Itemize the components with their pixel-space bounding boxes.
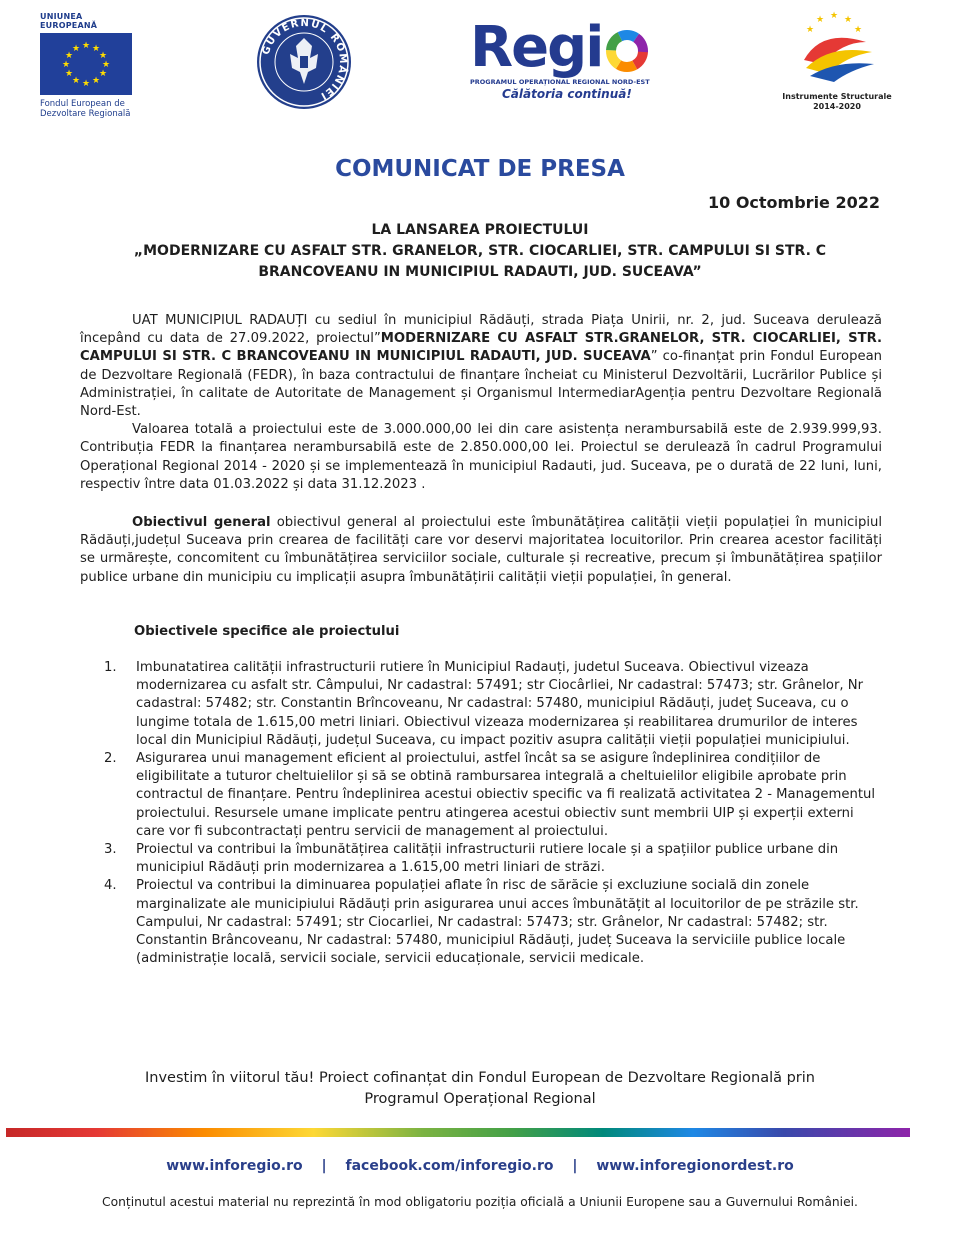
specific-objectives-list	[104, 659, 882, 968]
project-heading	[90, 220, 870, 283]
list-item	[104, 841, 882, 877]
link-separator: |	[321, 1158, 327, 1174]
svg-text:★: ★	[101, 60, 111, 70]
intro-text-a: UAT MUNICIPIUL RADAUȚI cu sediul în municipiul Rădăuți, strada Piața Unirii, nr. 2, jud. Suceava derulează începând cu data de 27.09.2022, proiectul”	[80, 313, 882, 347]
link-separator: |	[572, 1158, 578, 1174]
list-item	[104, 750, 882, 841]
is-caption-line-2: 2014-2020	[813, 102, 861, 111]
is-caption-line-1: Instrumente Structurale	[782, 92, 892, 101]
svg-text:★: ★	[61, 60, 71, 70]
footer-links	[0, 1158, 960, 1174]
eu-logo	[40, 12, 140, 119]
instrumente-structurale-logo	[782, 8, 892, 118]
government-seal	[256, 14, 352, 110]
eu-caption-line-1: Fondul European de	[40, 99, 125, 109]
inforegionordest-link[interactable]: www.inforegionordest.ro	[596, 1158, 794, 1174]
svg-text:★: ★	[81, 79, 91, 89]
svg-text:★: ★	[98, 69, 108, 79]
general-objective-text: obiectivul general al proiectului este îmbunătățirea calității vieții populației în municipiul Rădăuți,județul Suceava prin crearea de facilități care vor deservi majoritatea locuitorilor. Prin crearea acestor facilități se urmărește, concomitent cu îmbunătățirea serviciilor sociale, culturale și recreative, precum și îmbunătățirea spațiilor publice urbane din municipiu cu implicații asupra îmbunătățirii calității vieții populației, în general.	[80, 515, 883, 585]
intro-text-c: ” co-finanțat prin Fondul European de Dezvoltare Regională (FEDR), în baza contractului de finanțare încheiat cu Ministerul Dezvoltării, Lucrărilor Publice și Administrației, în calitate de Autoritate de Management și Organismul IntermediarAgenția pentru Dezvoltare Regională Nord-Est.	[80, 349, 883, 420]
list-item-text: Proiectul va contribui la diminuarea populației aflate în risc de sărăcie și excluziune socială din zonele marginalizate ale municipiului Rădăuți prin asigurarea unui acces îmbunătățit al locuitorilor de pe străzile str. Campului, Nr cadastral: 57491; str Ciocarliei, Nr cadastral: 57473; str. Grânelor, Nr cadastral: 57482; str. Constantin Brâncoveanu, Nr cadastral: 57480, municipiul Rădăuți, județ Suceava la serviciile publice locale (administrație locală, servicii sociale, servicii educaționale, servicii medicale.	[136, 878, 859, 967]
svg-text:★: ★	[815, 15, 825, 25]
list-item-number: 2.	[104, 751, 117, 767]
list-item	[104, 877, 882, 968]
svg-text:★: ★	[91, 44, 101, 54]
inforegio-link[interactable]: www.inforegio.ro	[166, 1158, 303, 1174]
svg-text:★: ★	[71, 76, 81, 86]
list-item-text: Proiectul va contribui la îmbunătățirea calității infrastructurii rutiere locale și a spațiilor publice urbane din municipiul Rădăuți prin modernizarea a 1.615,00 metri liniari de străzi.	[136, 842, 839, 876]
svg-text:★: ★	[71, 44, 81, 54]
facebook-link[interactable]: facebook.com/inforegio.ro	[345, 1158, 554, 1174]
intro-project-name: MODERNIZARE CU ASFALT STR.GRANELOR, STR. CIOCARLIEI, STR. CAMPULUI SI STR. C BRANCOVEANU IN MUNICIPIUL RADAUTI, JUD. SUCEAVA	[80, 331, 882, 365]
regio-program-name: PROGRAMUL OPERAȚIONAL REGIONAL NORD-EST	[470, 78, 650, 86]
svg-text:★: ★	[64, 69, 74, 79]
list-item-number: 1.	[104, 660, 117, 675]
svg-text:★: ★	[853, 25, 863, 35]
list-item-number: 3.	[104, 842, 117, 858]
svg-text:★: ★	[829, 11, 839, 21]
svg-text:★: ★	[805, 25, 815, 35]
specific-objectives-heading: Obiectivele specifice ale proiectului	[134, 624, 400, 639]
svg-text:★: ★	[843, 15, 853, 25]
logo-bar	[0, 0, 960, 125]
regio-wordmark: Regi	[470, 15, 603, 80]
general-objective-label: Obiectivul general	[132, 515, 271, 530]
list-item	[104, 659, 882, 750]
list-item-text: Imbunatatirea calității infrastructurii rutiere în Municipiul Radauți, judetul Suceava. Obiectivul vizeaza modernizarea cu asfalt str. Câmpului, Nr cadastral: 57491; str Ciocârliei, Nr cadastral: 57473; str. Grânelor, Nr cadastral: 57482; str. Constantin Brîncoveanu, Nr cadastral: 57480, municipiul Rădăuți, județ Suceava, cu o lungime totala de 1.615,00 metri liniari. Obiectivul vizeaza modernizarea și reabilitarea drumurilor de interes local din Municipiul Rădăuți, județul Suceava, cu impact pozitiv asupra calității vieții populației municipiului.	[136, 660, 864, 748]
list-item-text: Asigurarea unui management eficient al proiectului, astfel încât sa se asigure îndeplinirea condițiilor de eligibilitate a tuturor cheltuielilor și să se obtină rambursarea integrală a cheltuielilor eligibile aprobate prin contractul de finanțare. Pentru îndeplinirea acestui obiectiv specific va fi realizată activitatea 2 - Managementul proiectului. Resursele umane implicate pentru atingerea acestui obiectiv sunt membrii UIP și experții externi care vor fi subcontractați pentru servicii de management al proiectului.	[136, 751, 876, 839]
document-title: COMUNICAT DE PRESA	[335, 156, 625, 182]
budget-paragraph: Valoarea totală a proiectului este de 3.000.000,00 lei din care asistența nerambursabilă este de 2.939.999,93. Contribuția FEDR la finanțarea nerambursabilă este de 2.850.000,00 lei. Proiectul se derulează în cadrul Programului Operațional Regional 2014 - 2020 și se implementează în municipiul Radauti, jud. Suceava, pe o durată de 22 luni, luni, respectiv între data 01.03.2022 și data 31.12.2023 .	[80, 422, 882, 492]
footer-slogan-line-1: Investim în viitorul tău! Proiect cofinanțat din Fondul European de Dezvoltare Regională prin	[144, 1070, 815, 1086]
eu-logo-caption	[40, 99, 140, 119]
svg-text:GUVERNUL ROMÂNIEI: GUVERNUL ROMÂNIEI	[260, 17, 349, 102]
svg-text:★: ★	[98, 51, 108, 61]
eu-flag-icon	[40, 33, 132, 95]
disclaimer: Conținutul acestui material nu reprezintă în mod obligatoriu poziția oficială a Uniunii Europene sau a Guvernului României.	[102, 1195, 858, 1209]
svg-text:★: ★	[81, 41, 91, 51]
heading-line-1: LA LANSAREA PROIECTULUI	[371, 222, 589, 238]
eu-logo-title: UNIUNEA EUROPEANĂ	[40, 12, 98, 30]
regio-tagline: Călătoria continuă!	[502, 87, 632, 101]
heading-line-3: BRANCOVEANU IN MUNICIPIUL RADAUTI, JUD. SUCEAVA”	[258, 264, 702, 280]
heading-line-2: „MODERNIZARE CU ASFALT STR. GRANELOR, STR. CIOCARLIEI, STR. CAMPULUI SI STR. C	[133, 243, 827, 259]
eu-caption-line-2: Dezvoltare Regională	[40, 109, 131, 119]
footer-slogan	[80, 1068, 880, 1110]
svg-text:★: ★	[91, 76, 101, 86]
svg-text:★: ★	[64, 51, 74, 61]
instrumente-structurale-icon	[782, 8, 892, 90]
general-objective-paragraph	[80, 514, 882, 587]
list-item-number: 4.	[104, 878, 117, 894]
regio-ring-icon	[604, 28, 650, 74]
rainbow-divider	[6, 1128, 910, 1137]
instrumente-structurale-caption	[782, 92, 892, 112]
document-date: 10 Octombrie 2022	[707, 193, 880, 212]
regio-logo	[470, 15, 670, 115]
footer-slogan-line-2: Programul Operațional Regional	[364, 1091, 596, 1107]
intro-paragraph	[80, 312, 882, 494]
